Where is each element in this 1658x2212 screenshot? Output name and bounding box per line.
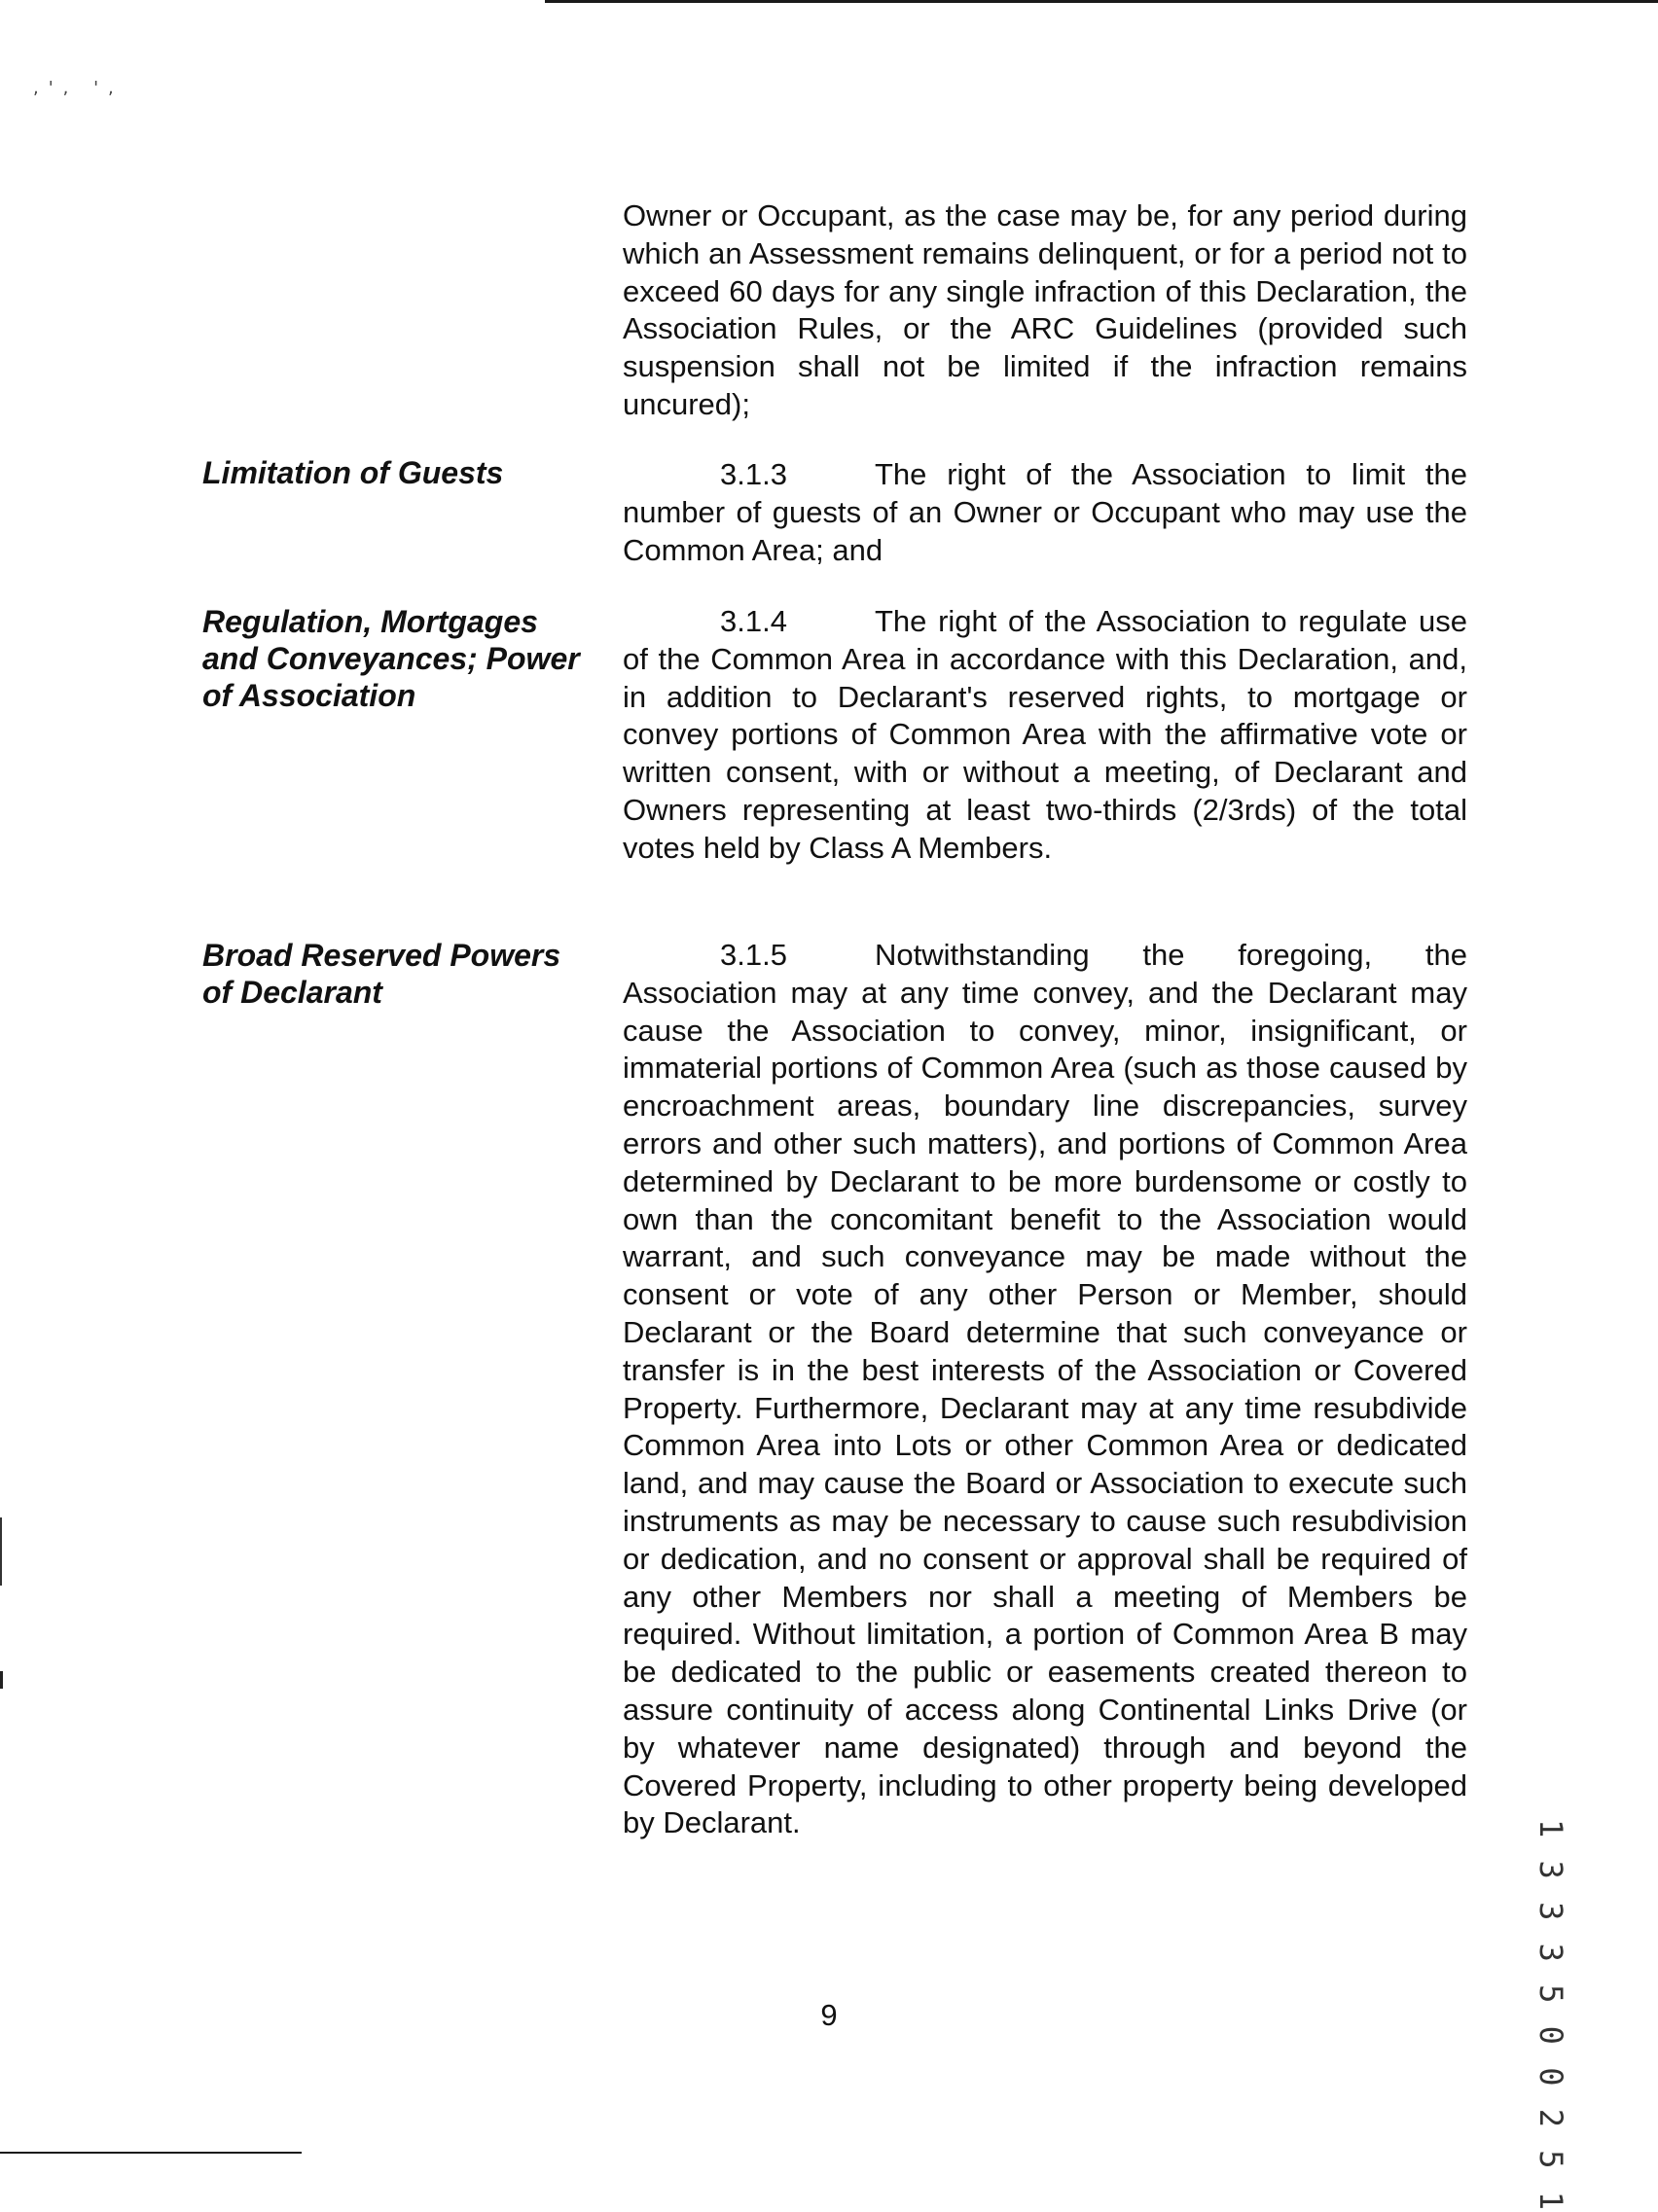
sidenote-regulation-mortgages: Regulation, Mortgages and Conveyances; Power of Association: [202, 604, 580, 713]
scan-tick-left: [0, 1671, 3, 1689]
page-number: 9: [820, 1998, 838, 2032]
paragraph-number: 3.1.5: [720, 938, 787, 972]
paragraph-3-1-3: [623, 456, 1467, 569]
scan-border-bottom: [0, 2152, 302, 2154]
scan-edge-left: [0, 1517, 2, 1586]
paragraph-text: The right of the Association to limit the number of guests of an Owner or Occupant who may use the Common Area; and: [623, 457, 1467, 567]
paragraph-text: The right of the Association to regulate use of the Common Area in accordance with this Declaration, and, in addition to Declarant's reserved rights, to mortgage or convey portions of Common Area with the affirmative vote or written consent, with or without a meeting, of Declarant and Owners representing at least two-thirds (2/3rds) of the total votes held by Class A Members.: [623, 604, 1467, 865]
continuation-paragraph: Owner or Occupant, as the case may be, for any period during which an Assessment remains delinquent, or for a period not to exceed 60 days for any single infraction of this Declaration, the Association Rules, or the ARC Guidelines (provided such suspension shall not be limited if the infraction remains uncured);: [623, 198, 1467, 421]
paragraph-number: 3.1.4: [720, 604, 787, 638]
paragraph-3-1-4: [623, 603, 1467, 868]
paragraph-text: Notwithstanding the foregoing, the Association may at any time convey, and the Declarant may cause the Association to convey, minor, insignificant, or immaterial portions of Common Area (such as those caused by encroachment areas, boundary line discrepancies, survey errors and other such matters), and portions of Common Area determined by Declarant to be more burdensome or costly to own than the concomitant benefit to the Association would warrant, and such conveyance may be made without the consent or vote of any other Person or Member, should Declarant or the Board determine that such conveyance or transfer is in the best interests of the Association or Covered Property. Furthermore, Declarant may at any time resubdivide Common Area into Lots or other Common Area or dedicated land, and may cause the Board or Association to execute such instruments as may be necessary to cause such resubdivision or dedication, and no consent or approval shall be required of any other Members nor shall a meeting of Members be required. Without limitation, a portion of Common Area B may be dedicated to the public or easements created thereon to assure continuity of access along Continental Links Drive (or by whatever name designated) through and beyond the Covered Property, including to other property being developed by Declarant.: [623, 938, 1467, 1840]
scan-border-top: [545, 0, 1658, 3]
paragraph-3-1-5: [623, 937, 1467, 1842]
scan-specks: ,', ',: [33, 78, 124, 98]
document-stamp-number: 1 3 3 3 5 0 0 2 5 1: [1532, 1819, 1569, 2212]
sidenote-broad-reserved-powers: Broad Reserved Powers of Declarant: [202, 938, 561, 1010]
sidenote-limitation-of-guests: Limitation of Guests: [202, 455, 504, 490]
paragraph-number: 3.1.3: [720, 457, 787, 491]
